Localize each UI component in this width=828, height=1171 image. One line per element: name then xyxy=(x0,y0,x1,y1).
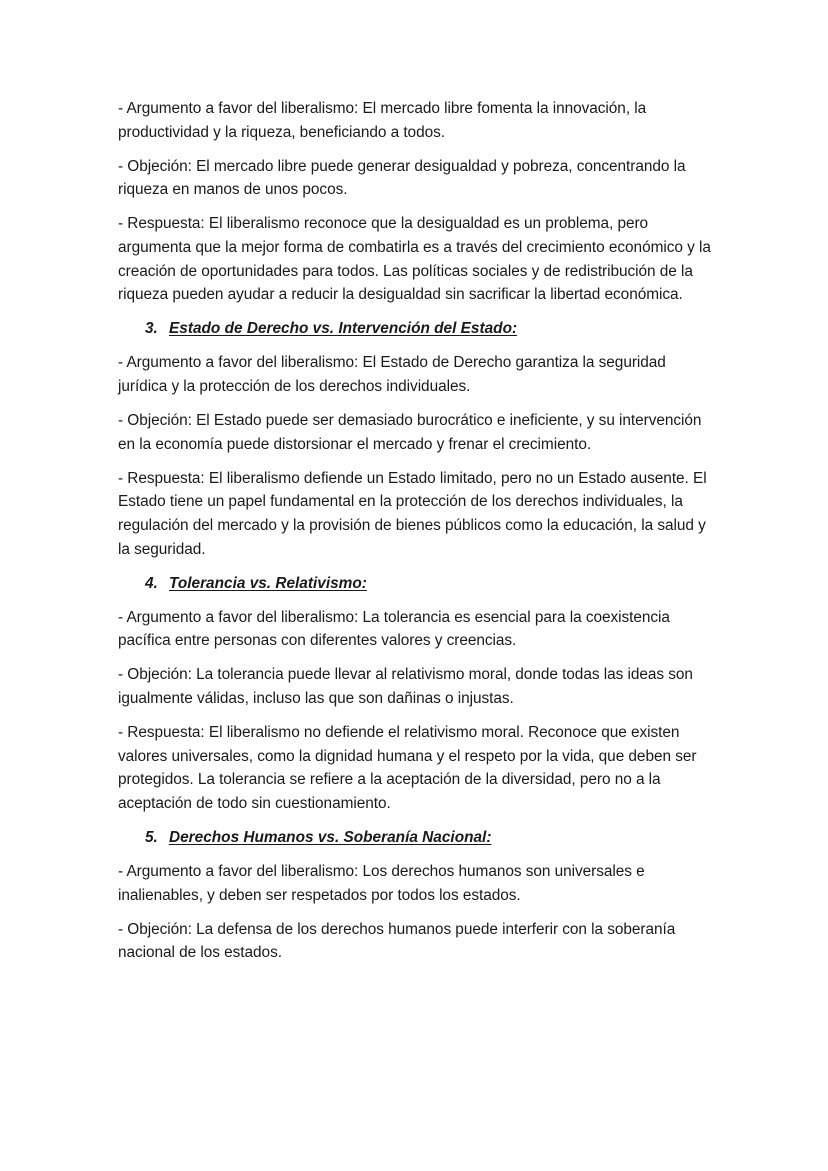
paragraph-response: - Respuesta: El liberalismo no defiende el relativismo moral. Reconoce que existen valores universales, como la dignidad humana y el respeto por la vida, que deben ser protegidos. La tolerancia se refiere a la aceptación de la diversidad, pero no a la aceptación de todo sin cuestionamiento. xyxy=(118,724,697,812)
paragraph-liberalism-argument: - Argumento a favor del liberalismo: El mercado libre fomenta la innovación, la productividad y la riqueza, beneficiando a todos. xyxy=(118,100,647,141)
paragraph-objection: - Objeción: La tolerancia puede llevar al relativismo moral, donde todas las ideas son igualmente válidas, incluso las que son dañinas o injustas. xyxy=(118,666,693,707)
section-heading-3 xyxy=(118,317,716,341)
section-number: 3. xyxy=(145,320,158,338)
section-title: Derechos Humanos vs. Soberanía Nacional: xyxy=(169,828,492,846)
paragraph-response: - Respuesta: El liberalismo defiende un Estado limitado, pero no un Estado ausente. El Estado tiene un papel fundamental en la protección de los derechos individuales, la regulación del mercado y la provisión de bienes públicos como la educación, la salud y la seguridad. xyxy=(118,469,707,558)
paragraph-response: - Respuesta: El liberalismo reconoce que la desigualdad es un problema, pero argumenta que la mejor forma de combatirla es a través del crecimiento económico y la creación de oportunidades para todos. Las políticas sociales y de redistribución de la riqueza pueden ayudar a reducir la desigualdad sin sacrificar la libertad económica. xyxy=(118,215,711,304)
section-heading-5 xyxy=(118,826,716,850)
section-number: 4. xyxy=(145,574,158,592)
section-heading-4 xyxy=(118,572,716,596)
paragraph-objection: - Objeción: El Estado puede ser demasiado burocrático e ineficiente, y su intervención en la economía puede distorsionar el mercado y frenar el crecimiento. xyxy=(118,412,702,453)
section-title: Estado de Derecho vs. Intervención del Estado: xyxy=(169,320,518,338)
paragraph-objection: - Objeción: La defensa de los derechos humanos puede interferir con la soberanía nacional de los estados. xyxy=(118,920,676,962)
section-number: 5. xyxy=(145,828,158,846)
paragraph-liberalism-argument: - Argumento a favor del liberalismo: Los derechos humanos son universales e inalienables, y deben ser respetados por todos los estados. xyxy=(118,863,645,904)
paragraph-liberalism-argument: - Argumento a favor del liberalismo: La tolerancia es esencial para la coexistencia pacífica entre personas con diferentes valores y creencias. xyxy=(118,608,670,650)
section-title: Tolerancia vs. Relativismo: xyxy=(169,574,367,592)
document-body xyxy=(118,97,716,975)
paragraph-liberalism-argument: - Argumento a favor del liberalismo: El Estado de Derecho garantiza la seguridad jurídica y la protección de los derechos individuales. xyxy=(118,354,666,395)
paragraph-objection: - Objeción: El mercado libre puede generar desigualdad y pobreza, concentrando la riqueza en manos de unos pocos. xyxy=(118,157,686,199)
